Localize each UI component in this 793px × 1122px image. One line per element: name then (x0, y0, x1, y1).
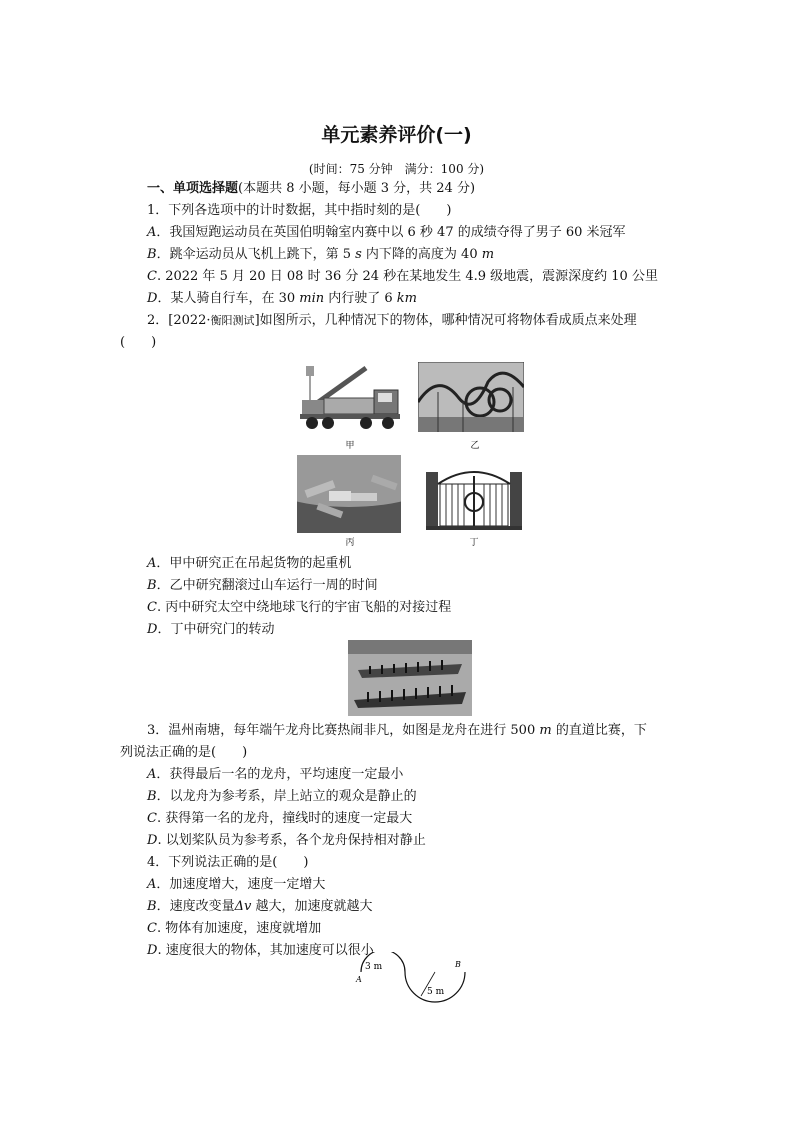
q2-option-d (147, 622, 274, 638)
q3-stem-text2: 的直道比赛，下 (551, 723, 647, 738)
q3-option-c (147, 811, 412, 827)
q2-d-text: ．丁中研究门的转动 (157, 622, 275, 637)
iron-gate-image (426, 462, 522, 530)
q1-a-letter: A (147, 225, 157, 240)
q2-c-letter: C (147, 600, 157, 615)
q3-a-letter: A (147, 767, 157, 782)
q1-option-c (147, 269, 658, 285)
q3-d-text: . 以划桨队员为参考系，各个龙舟保持相对静止 (157, 833, 426, 848)
q1-d-text2: 内行驶了 6 (324, 291, 397, 306)
q3-a-text: ．获得最后一名的龙舟，平均速度一定最小 (156, 767, 404, 782)
q2-stem-num: 2．[2022· (147, 313, 211, 328)
q4-option-b (147, 899, 372, 915)
q1-d-unit1: min (299, 291, 325, 306)
q2-b-text: ．乙中研究翻滚过山车运行一周的时间 (156, 578, 378, 593)
q1-option-a (147, 225, 626, 241)
q4-b-symbol: Δv (234, 899, 252, 914)
q1-option-d (147, 291, 417, 307)
q2-b-letter: B (147, 578, 157, 593)
q1-b-letter: B (147, 247, 157, 262)
q1-b-unit2: m (481, 247, 495, 262)
q4-a-letter: A (147, 877, 157, 892)
q2-c-text: . 丙中研究太空中绕地球飞行的宇宙飞船的对接过程 (156, 600, 452, 615)
q2-stem (147, 313, 637, 329)
q2-d-letter: D (147, 622, 158, 637)
crane-truck-image (296, 360, 404, 434)
q2-a-letter: A (147, 556, 157, 571)
q3-c-letter: C (147, 811, 157, 826)
section-heading-text: 一、单项选择题 (147, 181, 239, 196)
q3-option-b (147, 789, 417, 805)
q1-d-letter: D (147, 291, 158, 306)
page-subtitle: (时间：75 分钟 满分：100 分) (308, 162, 485, 176)
semicircle-path-diagram (355, 952, 467, 1008)
section-heading (147, 181, 475, 197)
q3-stem-line1 (147, 723, 647, 739)
q3-d-letter: D (147, 833, 158, 848)
q3-b-text: ．以龙舟为参考系，岸上站立的观众是静止的 (156, 789, 417, 804)
q3-option-d (147, 833, 426, 849)
q3-stem-line2: 列说法正确的是( ) (120, 745, 248, 760)
roller-coaster-image (418, 362, 524, 432)
q4-d-text: . 速度很大的物体，其加速度可以很小 (157, 943, 374, 958)
q4-stem: 4．下列说法正确的是( ) (147, 855, 309, 870)
spacecraft-docking-image (297, 455, 401, 533)
page-title: 单元素养评价(一) (321, 124, 472, 146)
figure-label-yi: 乙 (470, 441, 480, 451)
q4-option-d (147, 943, 374, 959)
q4-a-text: ．加速度增大，速度一定增大 (156, 877, 326, 892)
point-a-label: A (356, 975, 362, 984)
q4-b-letter: B (147, 899, 157, 914)
q4-option-c (147, 921, 321, 937)
q3-c-text: . 获得第一名的龙舟，撞线时的速度一定最大 (156, 811, 413, 826)
q1-b-text2: 内下降的高度为 40 (361, 247, 482, 262)
q1-b-text1: ．跳伞运动员从飞机上跳下，第 5 (156, 247, 356, 262)
q4-b-text2: 越大，加速度就越大 (251, 899, 373, 914)
q3-stem-text1: 3．温州南塘，每年端午龙舟比赛热闹非凡，如图是龙舟在进行 500 (147, 723, 540, 738)
point-b-label: B (455, 960, 461, 969)
radius-label-large: 5 m (427, 987, 445, 997)
q2-option-a (147, 556, 351, 572)
q3-option-a (147, 767, 403, 783)
q2-option-c (147, 600, 451, 616)
q1-c-text: . 2022 年 5 月 20 日 08 时 36 分 24 秒在某地发生 4.9 级地震，震源深度约 10 公里 (156, 269, 658, 284)
figure-label-jia: 甲 (345, 441, 355, 451)
q3-b-letter: B (147, 789, 157, 804)
q1-d-text1: ．某人骑自行车，在 30 (157, 291, 300, 306)
figure-label-bing: 丙 (345, 538, 355, 548)
q2-stem-text: ]如图所示，几种情况下的物体，哪种情况可将物体看成质点来处理 (254, 313, 637, 328)
figure-label-ding: 丁 (469, 538, 479, 548)
dragon-boat-image (348, 640, 472, 716)
q1-b-unit1: s (355, 247, 362, 262)
q3-stem-unit: m (539, 723, 552, 738)
q1-stem: 1．下列各选项中的计时数据，其中指时刻的是( ) (147, 203, 452, 218)
q1-c-letter: C (147, 269, 157, 284)
q2-stem-source: 衡阳测试 (210, 314, 255, 327)
q1-a-text: ．我国短跑运动员在英国伯明翰室内赛中以 6 秒 47 的成绩夺得了男子 60 米冠军 (156, 225, 626, 240)
q1-d-unit2: km (396, 291, 417, 306)
q4-c-letter: C (147, 921, 157, 936)
q4-c-text: . 物体有加速度，速度就增加 (156, 921, 322, 936)
q4-b-text1: ．速度改变量 (156, 899, 235, 914)
q4-option-a (147, 877, 325, 893)
q2-a-text: ．甲中研究正在吊起货物的起重机 (156, 556, 352, 571)
q2-option-b (147, 578, 378, 594)
section-note: (本题共 8 小题，每小题 3 分，共 24 分) (238, 181, 476, 196)
q2-bracket: ( ) (120, 335, 157, 350)
q1-option-b (147, 247, 494, 263)
radius-label-small: 3 m (365, 962, 383, 972)
q4-d-letter: D (147, 943, 158, 958)
